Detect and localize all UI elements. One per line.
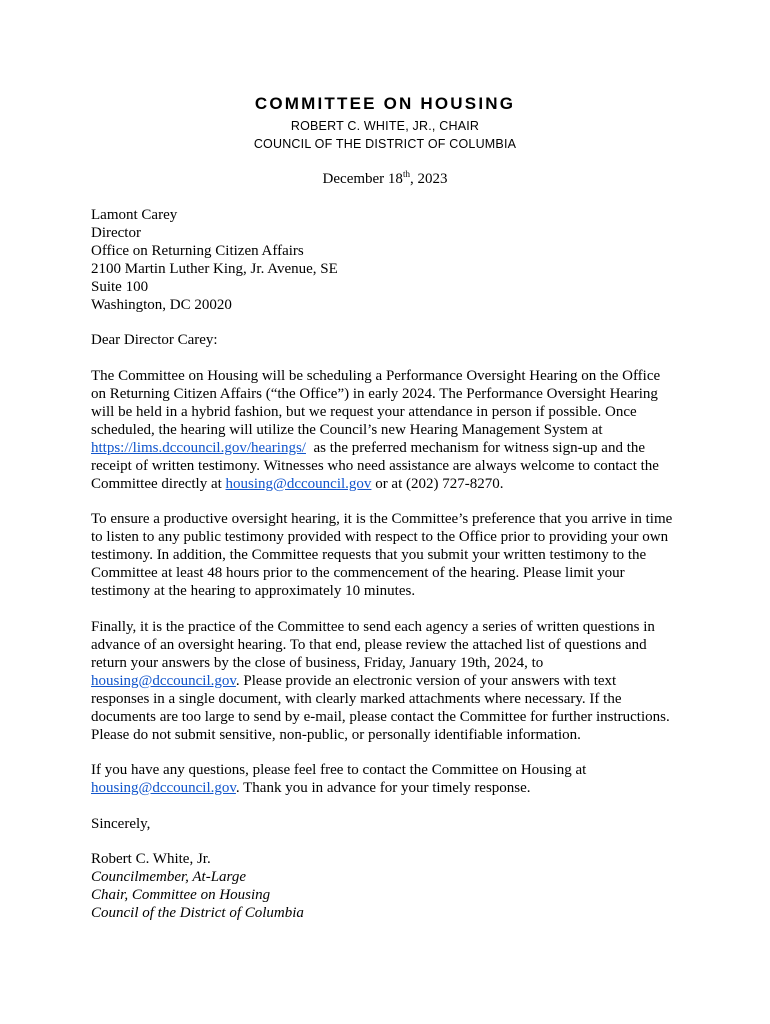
paragraph-line: will be held in a hybrid fashion, but we request your attendance in person if possible. Once	[91, 404, 637, 420]
recipient-office: Office on Returning Citizen Affairs	[91, 243, 304, 259]
recipient-address	[91, 206, 691, 314]
email-link[interactable]: housing@dccouncil.gov	[91, 780, 236, 796]
recipient-suite: Suite 100	[91, 279, 149, 295]
email-link[interactable]: housing@dccouncil.gov	[91, 673, 236, 689]
salutation: Dear Director Carey:	[91, 332, 218, 348]
paragraph-line: return your answers by the close of business, Friday, January 19th, 2024, to	[91, 655, 544, 671]
paragraph-line: testimony. In addition, the Committee requests that you submit your written testimony to the	[91, 547, 647, 563]
paragraph-hearing-notice	[91, 367, 691, 493]
paragraph-line: to listen to any public testimony provided with respect to the Office prior to providing your own	[91, 529, 669, 545]
hearings-link[interactable]: https://lims.dccouncil.gov/hearings/	[91, 440, 306, 456]
paragraph-line: on Returning Citizen Affairs (“the Office”) in early 2024. The Performance Oversight Hearing	[91, 386, 658, 402]
closing: Sincerely,	[91, 816, 151, 832]
recipient-street: 2100 Martin Luther King, Jr. Avenue, SE	[91, 261, 338, 277]
paragraph-line: documents are too large to send by e-mail, please contact the Committee for further instructions.	[91, 709, 670, 725]
council-line: COUNCIL OF THE DISTRICT OF COLUMBIA	[253, 137, 517, 151]
committee-title: COMMITTEE ON HOUSING	[254, 94, 516, 113]
paragraph-line: If you have any questions, please feel free to contact the Committee on Housing at	[91, 762, 587, 778]
date-ordinal: th	[402, 169, 410, 179]
paragraph-text: or at (202) 727-8270.	[371, 476, 504, 492]
paragraph-text: . Thank you in advance for your timely response.	[235, 780, 531, 796]
paragraph-line: To ensure a productive oversight hearing, it is the Committee’s preference that you arrive in time	[91, 511, 673, 527]
paragraph-line	[91, 672, 691, 690]
paragraph-line	[91, 439, 691, 457]
paragraph-text: Committee directly at	[91, 476, 226, 492]
paragraph-line: responses in a single document, with clearly marked attachments where necessary. If the	[91, 691, 622, 707]
recipient-city: Washington, DC 20020	[91, 297, 232, 313]
signer-title: Council of the District of Columbia	[91, 905, 304, 921]
date-month-day: December 18	[322, 171, 403, 187]
signer-name: Robert C. White, Jr.	[91, 851, 211, 867]
paragraph-line: The Committee on Housing will be scheduling a Performance Oversight Hearing on the Office	[91, 368, 661, 384]
signer-title: Chair, Committee on Housing	[91, 887, 271, 903]
paragraph-line: Committee at least 48 hours prior to the commencement of the hearing. Please limit your	[91, 565, 625, 581]
signature-block	[91, 850, 691, 922]
paragraph-contact	[91, 761, 691, 797]
paragraph-text: . Please provide an electronic version of your answers with text	[235, 673, 617, 689]
paragraph-line: receipt of written testimony. Witnesses who need assistance are always welcome to contact the	[91, 458, 659, 474]
letter-date	[0, 171, 770, 188]
recipient-title: Director	[91, 225, 141, 241]
signer-title: Councilmember, At-Large	[91, 869, 246, 885]
paragraph-testimony	[91, 510, 691, 600]
paragraph-text: as the preferred mechanism for witness sign-up and the	[305, 440, 646, 456]
paragraph-line: Please do not submit sensitive, non-public, or personally identifiable information.	[91, 727, 581, 743]
recipient-name: Lamont Carey	[91, 207, 178, 223]
email-link[interactable]: housing@dccouncil.gov	[225, 476, 372, 492]
paragraph-line: Finally, it is the practice of the Committee to send each agency a series of written questions in	[91, 619, 655, 635]
paragraph-line	[91, 475, 691, 493]
chair-line: ROBERT C. WHITE, JR., CHAIR	[290, 119, 480, 133]
paragraph-line: testimony at the hearing to approximately 10 minutes.	[91, 583, 416, 599]
paragraph-line: scheduled, the hearing will utilize the Council’s new Hearing Management System at	[91, 422, 603, 438]
paragraph-line: advance of an oversight hearing. To that end, please review the attached list of questions and	[91, 637, 647, 653]
date-year: , 2023	[409, 171, 448, 187]
paragraph-line	[91, 779, 691, 797]
paragraph-questions	[91, 618, 691, 744]
